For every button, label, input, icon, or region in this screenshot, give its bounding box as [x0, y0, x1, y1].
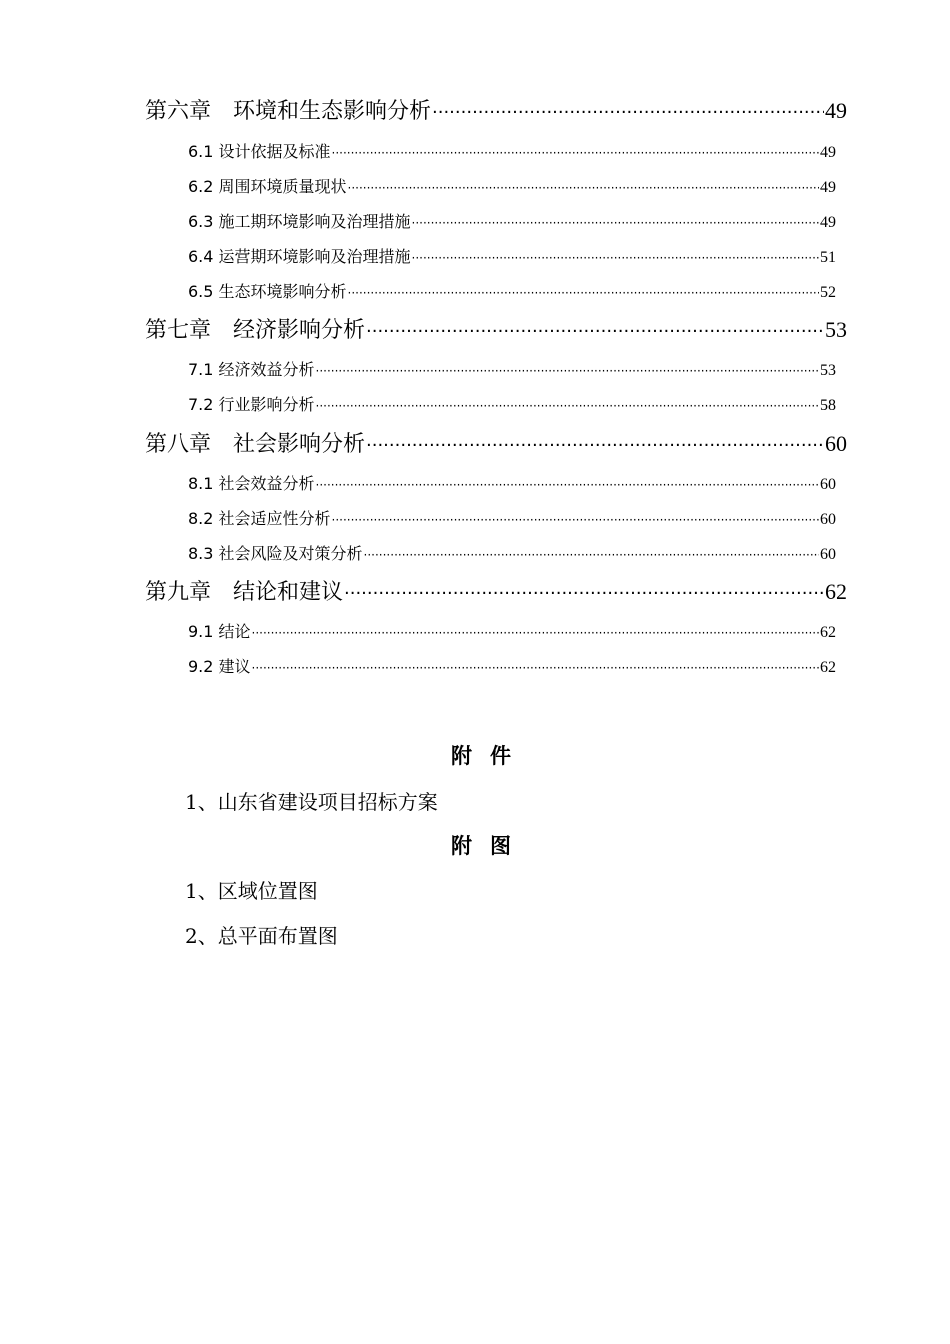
- toc-entry-title: 8.2 社会适应性分析: [188, 509, 331, 528]
- toc-entry-section-6-1[interactable]: [188, 139, 836, 162]
- toc-entry-page: 62: [820, 659, 836, 676]
- attachments-heading: 附件: [451, 744, 529, 768]
- dot-leader: [252, 626, 819, 640]
- toc-entry-page: 53: [825, 317, 847, 342]
- dot-leader: [366, 435, 824, 456]
- dot-leader: [316, 364, 819, 378]
- attachment-item: 1、山东省建设项目招标方案: [185, 790, 438, 814]
- toc-entry-section-9-2[interactable]: [188, 654, 836, 677]
- toc-entry-chapter-9[interactable]: [145, 575, 847, 606]
- toc-entry-chapter-7[interactable]: [145, 313, 847, 344]
- toc-entry-section-9-1[interactable]: [188, 619, 836, 642]
- toc-entry-section-8-2[interactable]: [188, 506, 836, 529]
- dot-leader: [366, 321, 824, 342]
- toc-entry-page: 58: [820, 397, 836, 414]
- toc-entry-page: 52: [820, 284, 836, 301]
- toc-entry-title: 第六章 环境和生态影响分析: [145, 99, 432, 124]
- dot-leader: [412, 216, 819, 230]
- toc-entry-page: 49: [820, 144, 836, 161]
- toc-entry-title: 6.1 设计依据及标准: [188, 142, 331, 161]
- toc-entry-title: 6.3 施工期环境影响及治理措施: [188, 212, 411, 231]
- toc-entry-title: 8.1 社会效益分析: [188, 474, 315, 493]
- toc-entry-title: 8.3 社会风险及对策分析: [188, 544, 363, 563]
- toc-entry-title: 9.1 结论: [188, 622, 251, 641]
- toc-entry-section-6-5[interactable]: [188, 279, 836, 302]
- toc-entry-title: 6.4 运营期环境影响及治理措施: [188, 247, 411, 266]
- dot-leader: [316, 478, 819, 492]
- toc-entry-page: 49: [820, 214, 836, 231]
- toc-entry-chapter-6[interactable]: [145, 94, 847, 125]
- toc-entry-page: 60: [825, 431, 847, 456]
- toc-entry-title: 7.1 经济效益分析: [188, 360, 315, 379]
- figure-item: 2、总平面布置图: [185, 924, 338, 948]
- toc-entry-title: 9.2 建议: [188, 657, 251, 676]
- toc-entry-section-8-1[interactable]: [188, 471, 836, 494]
- toc-entry-title: 第七章 经济影响分析: [145, 318, 366, 343]
- toc-entry-page: 49: [820, 179, 836, 196]
- toc-entry-page: 53: [820, 362, 836, 379]
- toc-entry-page: 60: [820, 476, 836, 493]
- toc-entry-page: 49: [825, 98, 847, 123]
- toc-entry-page: 62: [825, 579, 847, 604]
- toc-entry-section-8-3[interactable]: [188, 541, 836, 564]
- dot-leader: [332, 146, 819, 160]
- toc-entry-title: 7.2 行业影响分析: [188, 395, 315, 414]
- dot-leader: [316, 399, 819, 413]
- toc-entry-section-7-2[interactable]: [188, 392, 836, 415]
- dot-leader: [348, 286, 819, 300]
- toc-entry-page: 60: [820, 511, 836, 528]
- toc-entry-page: 60: [820, 546, 836, 563]
- toc-entry-page: 51: [820, 249, 836, 266]
- toc-entry-title: 6.2 周围环境质量现状: [188, 177, 347, 196]
- toc-entry-title: 第九章 结论和建议: [145, 580, 344, 605]
- toc-entry-section-6-3[interactable]: [188, 209, 836, 232]
- dot-leader: [348, 181, 819, 195]
- toc-entry-page: 62: [820, 624, 836, 641]
- figures-heading: 附图: [451, 834, 529, 858]
- dot-leader: [252, 661, 819, 675]
- toc-entry-section-6-2[interactable]: [188, 174, 836, 197]
- toc-entry-title: 6.5 生态环境影响分析: [188, 282, 347, 301]
- toc-entry-section-7-1[interactable]: [188, 357, 836, 380]
- toc-entry-chapter-8[interactable]: [145, 427, 847, 458]
- dot-leader: [364, 548, 819, 562]
- dot-leader: [412, 251, 819, 265]
- figure-item: 1、区域位置图: [185, 879, 318, 903]
- dot-leader: [344, 583, 824, 604]
- dot-leader: [432, 102, 824, 123]
- toc-entry-title: 第八章 社会影响分析: [145, 432, 366, 457]
- toc-entry-section-6-4[interactable]: [188, 244, 836, 267]
- dot-leader: [332, 513, 819, 527]
